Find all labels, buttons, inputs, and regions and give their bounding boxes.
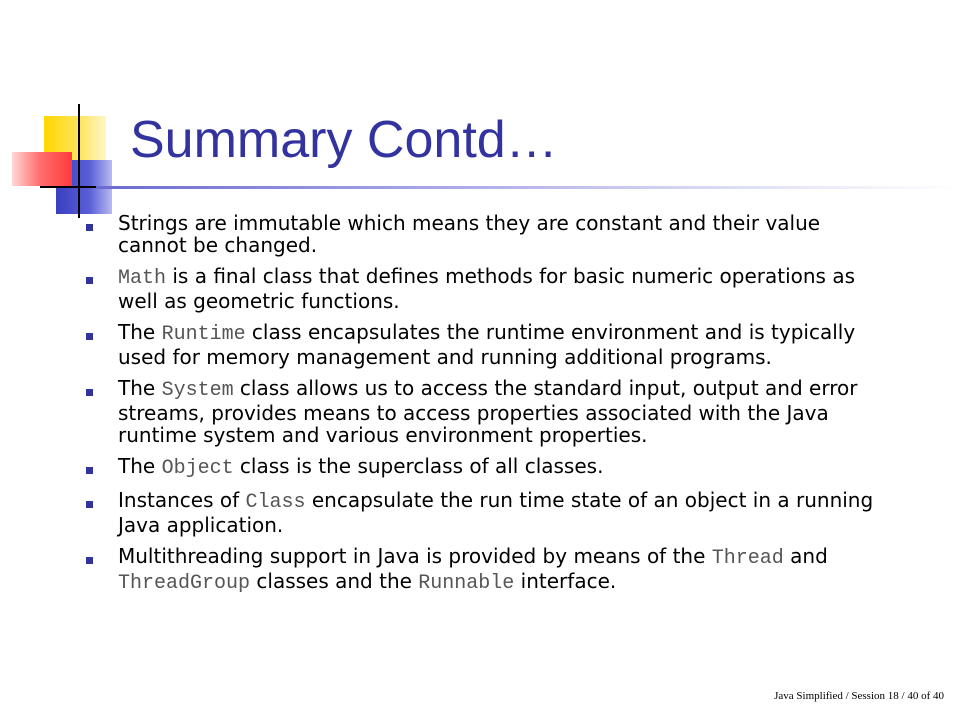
bullet-item-math: Math is a final class that defines methods for basic numeric operations as well as geometric functions. [86,265,882,312]
code-term: Object [161,457,234,480]
bullet-marker [86,467,93,474]
bullet-item-strings: Strings are immutable which means they are constant and their value cannot be changed. [86,212,882,256]
code-term: Math [118,267,167,290]
code-term: System [161,379,234,402]
bullet-marker [86,277,93,284]
bullet-item-multithreading: Multithreading support in Java is provided by means of the Thread and ThreadGroup classes and the Runnable interface. [86,545,882,595]
title-underline [96,186,960,189]
bullet-item-class: Instances of Class encapsulate the run time state of an object in a running Java application. [86,489,882,536]
code-term: ThreadGroup [118,572,251,595]
bullet-item-object: The Object class is the superclass of all classes. [86,455,882,480]
bullet-item-runtime: The Runtime class encapsulates the runtime environment and is typically used for memory management and running additional programs. [86,321,882,368]
bullet-item-system: The System class allows us to access the standard input, output and error streams, provides means to access properties associated with the Java runtime system and various environment properties. [86,377,882,446]
bullet-list [86,212,882,604]
bullet-marker [86,389,93,396]
decorative-red-square [12,152,72,186]
slide-title: Summary Contd… [130,111,558,169]
code-term: Runnable [418,572,515,595]
bullet-marker [86,501,93,508]
slide-footer: Java Simplified / Session 18 / 40 of 40 [774,690,944,702]
code-term: Class [245,491,306,514]
bullet-marker [86,333,93,340]
bullet-marker [86,557,93,564]
decorative-vertical-line [78,104,80,218]
code-term: Runtime [161,323,246,346]
bullet-marker [86,224,93,231]
code-term: Thread [711,547,784,570]
